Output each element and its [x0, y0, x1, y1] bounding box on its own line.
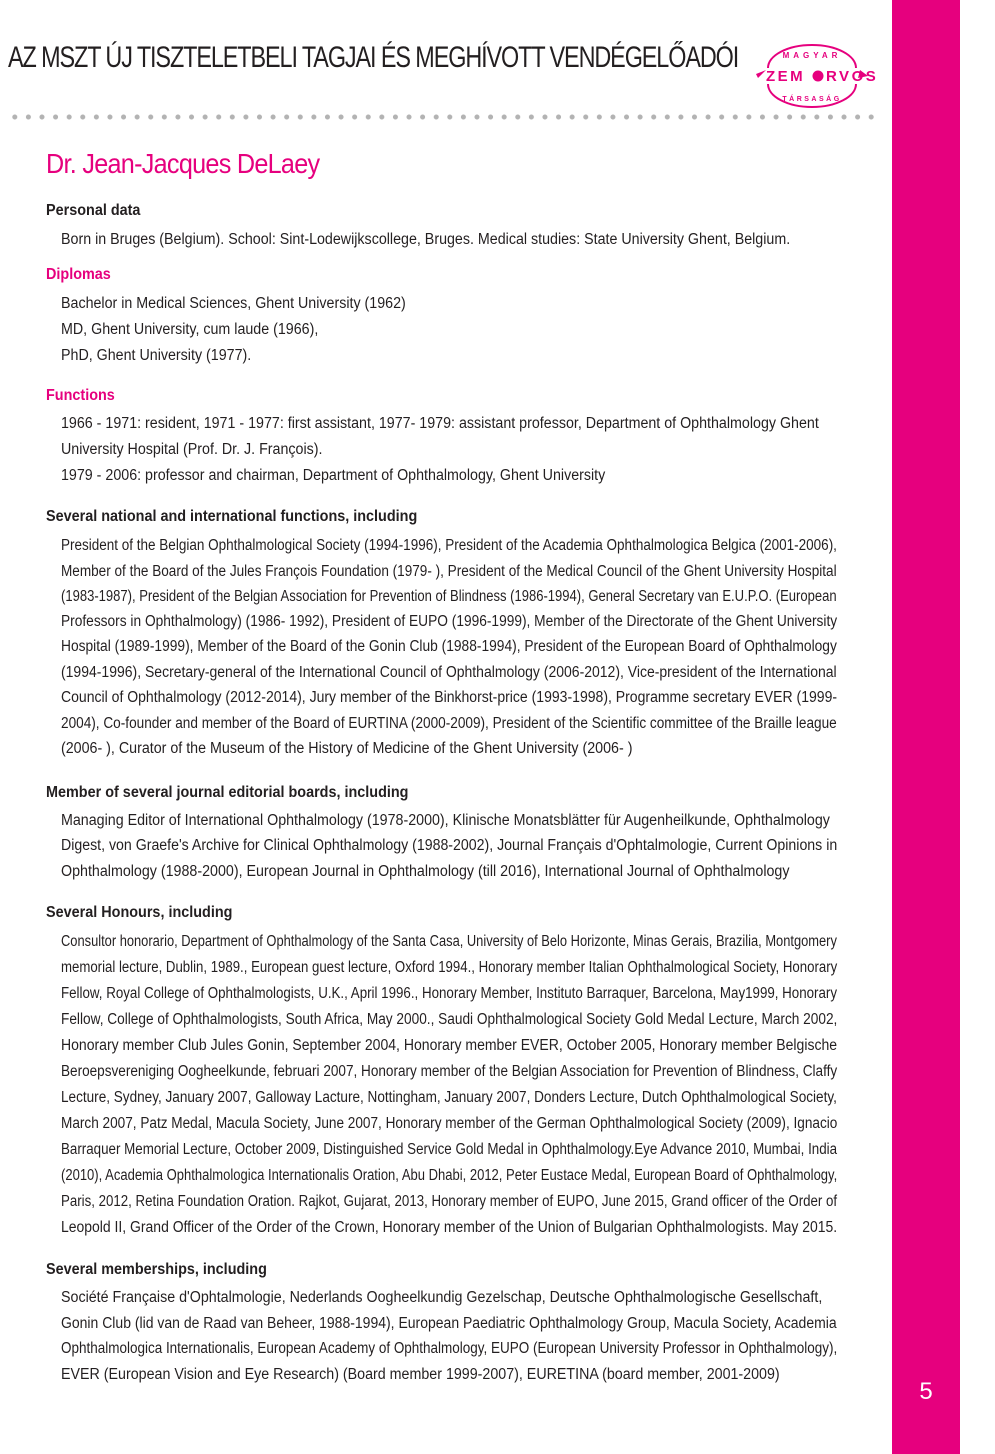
text-line: PhD, Ghent University (1977). [61, 347, 252, 364]
text-line: Bachelor in Medical Sciences, Ghent University (1962) [61, 295, 406, 312]
section-title-memberships: Several memberships, including [46, 1261, 267, 1278]
text-line: EVER (European Vision and Eye Research) (Board member 1999-2007), EURETINA (board member, 2001-2009) [61, 1366, 780, 1383]
logo-eye-icon [813, 71, 824, 82]
text-line: 2004), Co-founder and member of the Board of EURTINA (2000-2009), President of the Scientific committee of the Braille league [61, 715, 837, 732]
text-line: Gonin Club (lid van de Raad van Beheer, 1988-1994), European Paediatric Ophthalmology Group, Macula Society, Academia [61, 1315, 837, 1332]
text-line: President of the Belgian Ophthalmological Society (1994-1996), President of the Academia Ophthalmologica Belgica (2001-2006), [61, 537, 837, 554]
logo-main-left-text: ZEM [766, 68, 806, 85]
text-line: Beroepsvereniging Oogheelkunde, februari 2007, Honorary member of the Belgian Association for Prevention of Blindness, Claffy [61, 1063, 838, 1080]
text-line: Managing Editor of International Ophthalmology (1978-2000), Klinische Monatsblätter für Augenheilkunde, Ophthalmology [61, 812, 830, 829]
text-line: 1966 - 1971: resident, 1971 - 1977: first assistant, 1977- 1979: assistant professor, Department of Ophthalmology Ghent [61, 415, 819, 432]
society-logo [746, 46, 879, 106]
logo-top-text: MAGYAR [782, 51, 842, 60]
text-line: Lecture, Sydney, January 2007, Galloway Lacture, Nottingham, January 2007, Donders Lecture, Dutch Ophthalmological Society, [61, 1089, 837, 1106]
magenta-side-bar [892, 0, 960, 1454]
text-line: (2006- ), Curator of the Museum of the History of Medicine of the Ghent University (2006- ) [61, 740, 633, 757]
section-title-diplomas: Diplomas [46, 266, 111, 283]
text-line: memorial lecture, Dublin, 1989., European guest lecture, Oxford 1994., Honorary member Italian Ophthalmological Society, Honorary [61, 959, 838, 976]
text-line: Fellow, College of Ophthalmologists, South Africa, May 2000., Saudi Ophthalmological Society Gold Medal Lecture, March 2002, [61, 1011, 838, 1028]
text-line: Leopold II, Grand Officer of the Order of the Crown, Honorary member of the Union of Bulgarian Ophthalmologists. May 2015. [61, 1219, 838, 1236]
text-line: Hospital (1989-1999), Member of the Board of the Gonin Club (1988-1994), President of the European Board of Ophthalmology [61, 638, 837, 655]
section-title-personal-data: Personal data [46, 202, 141, 219]
page-header-title: AZ MSZT ÚJ TISZTELETBELI TAGJAI ÉS MEGHÍVOTT VENDÉGELŐADÓI [8, 41, 739, 74]
text-line: Consultor honorario, Department of Ophthalmology of the Santa Casa, University of Belo Horizonte, Minas Gerais, Brazilia, Montgomery [61, 933, 837, 950]
text-line: (2010), Academia Ophthalmologica Internationalis Oration, Abu Dhabi, 2012, Peter Eustace Medal, European Board of Ophthalmology, [61, 1167, 838, 1184]
person-name: Dr. Jean-Jacques DeLaey [46, 148, 320, 179]
text-line: Digest, von Graefe's Archive for Clinical Ophthalmology (1988-2002), Journal Français d'Ophtalmologie, Current Opinions in [61, 837, 838, 854]
text-line: Barraquer Memorial Lecture, October 2009, Distinguished Service Gold Medal in Ophthalmology.Eye Advance 2010, Mumbai, India [61, 1141, 838, 1158]
text-line: University Hospital (Prof. Dr. J. François). [61, 441, 323, 458]
logo-main-right-text: RVOS [826, 68, 879, 85]
section-title-national-functions: Several national and international functions, including [46, 508, 418, 525]
text-line: Ophthalmologica Internationalis, European Academy of Ophthalmology, EUPO (European University Professor in Ophthalmology), [61, 1340, 838, 1357]
text-line: Fellow, Royal College of Ophthalmologists, U.K., April 1996., Honorary Member, Instituto Barraquer, Barcelona, May1999, Honorary [61, 985, 838, 1002]
page-number: 5 [919, 1378, 933, 1405]
section-title-honours: Several Honours, including [46, 904, 233, 921]
text-line: Born in Bruges (Belgium). School: Sint-Lodewijkscollege, Bruges. Medical studies: State University Ghent, Belgium. [61, 231, 791, 248]
text-line: Professors in Ophthalmology) (1986- 1992), President of EUPO (1996-1999), Member of the Directorate of the Ghent University [61, 613, 838, 630]
text-line: 1979 - 2006: professor and chairman, Department of Ophthalmology, Ghent University [61, 467, 606, 484]
text-line: Société Française d'Ophtalmologie, Nederlands Oogheelkundig Gezelschap, Deutsche Ophthalmologische Gesellschaft, [61, 1289, 823, 1306]
section-title-functions: Functions [46, 387, 115, 404]
dotted-divider [8, 113, 878, 121]
text-line: (1983-1987), President of the Belgian Association for Prevention of Blindness (1986-1994), General Secretary van E.U.P.O. (European [61, 588, 837, 605]
text-line: (1994-1996), Secretary-general of the International Council of Ophthalmology (2006-2012), Vice-president of the International [61, 664, 837, 681]
section-title-journal-boards: Member of several journal editorial boards, including [46, 784, 409, 801]
text-line: Honorary member Club Jules Gonin, September 2004, Honorary member EVER, October 2005, Honorary member Belgische [61, 1037, 838, 1054]
logo-bottom-text: TÁRSASÁG [782, 96, 842, 103]
text-line: MD, Ghent University, cum laude (1966), [61, 321, 319, 338]
text-line: Member of the Board of the Jules François Foundation (1979- ), President of the Medical Council of the Ghent University Hospital [61, 563, 837, 580]
text-line: Ophthalmology (1988-2000), European Journal in Ophthalmology (till 2016), International Journal of Ophthalmology [61, 863, 790, 880]
text-line: Council of Ophthalmology (2012-2014), Jury member of the Binkhorst-price (1993-1998), Programme secretary EVER (1999- [61, 689, 838, 706]
text-line: March 2007, Patz Medal, Macula Society, June 2007, Honorary member of the German Ophthalmological Society (2009), Ignacio [61, 1115, 838, 1132]
text-line: Paris, 2012, Retina Foundation Oration. Rajkot, Gujarat, 2013, Honorary member of EUPO, June 2015, Grand officer of the Order of [61, 1193, 838, 1210]
